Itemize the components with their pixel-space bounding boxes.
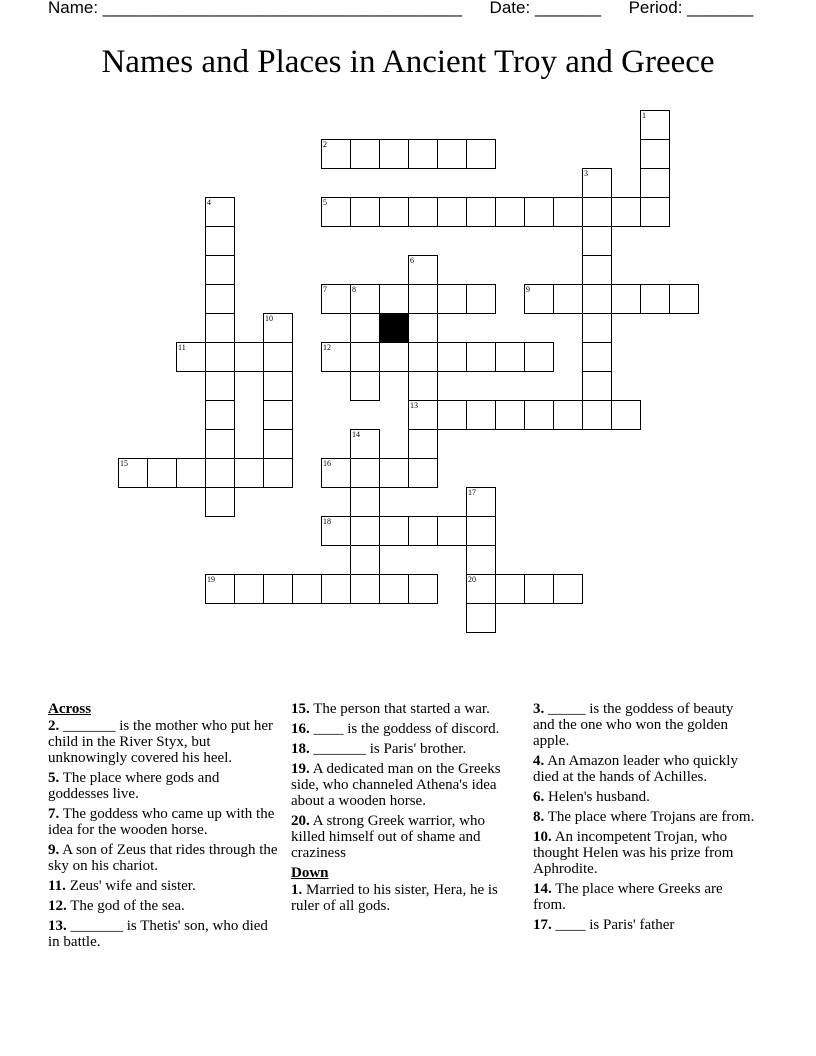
grid-cell[interactable] — [321, 284, 351, 314]
grid-cell-number: 4 — [207, 198, 211, 207]
grid-cell[interactable] — [437, 516, 467, 546]
grid-cell-number: 3 — [584, 169, 588, 178]
clue-across-9: 9. A son of Zeus that rides through the sky on his chariot. — [48, 842, 278, 874]
grid-cell[interactable] — [466, 516, 496, 546]
grid-cell-number: 7 — [323, 285, 327, 294]
grid-cell[interactable] — [582, 168, 612, 198]
grid-cell[interactable] — [205, 342, 235, 372]
grid-cell[interactable] — [234, 458, 264, 488]
grid-block — [379, 313, 409, 343]
grid-cell[interactable] — [379, 458, 409, 488]
clue-across-16: 16. ____ is the goddess of discord. — [291, 721, 500, 737]
grid-cell[interactable] — [205, 197, 235, 227]
grid-cell[interactable] — [321, 342, 351, 372]
grid-cell[interactable] — [495, 342, 525, 372]
grid-cell[interactable] — [350, 284, 380, 314]
grid-cell[interactable] — [582, 313, 612, 343]
grid-cell[interactable] — [408, 429, 438, 459]
grid-cell[interactable] — [205, 313, 235, 343]
grid-cell[interactable] — [263, 400, 293, 430]
grid-cell[interactable] — [466, 574, 496, 604]
grid-cell[interactable] — [640, 197, 670, 227]
grid-cell[interactable] — [263, 458, 293, 488]
grid-cell-number: 8 — [352, 285, 356, 294]
clue-across-11: 11. Zeus' wife and sister. — [48, 878, 196, 894]
grid-cell[interactable] — [379, 284, 409, 314]
grid-cell[interactable] — [466, 400, 496, 430]
clue-down-14: 14. The place where Greeks are from. — [533, 881, 723, 913]
grid-cell[interactable] — [147, 458, 177, 488]
clue-down-4: 4. An Amazon leader who quickly died at the hands of Achilles. — [533, 753, 738, 785]
grid-cell-number: 18 — [323, 517, 331, 526]
grid-cell[interactable] — [524, 197, 554, 227]
grid-cell[interactable] — [350, 313, 380, 343]
name-field-label[interactable]: Name: ______________________________________ — [48, 0, 463, 17]
grid-cell[interactable] — [582, 284, 612, 314]
grid-cell-number: 13 — [410, 401, 418, 410]
grid-cell[interactable] — [466, 545, 496, 575]
grid-cell[interactable] — [582, 226, 612, 256]
grid-cell[interactable] — [263, 342, 293, 372]
grid-cell[interactable] — [524, 342, 554, 372]
grid-cell[interactable] — [611, 197, 641, 227]
grid-cell[interactable] — [582, 342, 612, 372]
grid-cell[interactable] — [350, 574, 380, 604]
grid-cell[interactable] — [611, 284, 641, 314]
down-heading: Down — [291, 865, 329, 881]
grid-cell[interactable] — [437, 139, 467, 169]
clue-across-20: 20. A strong Greek warrior, who killed himself out of shame and craziness — [291, 813, 485, 861]
grid-cell[interactable] — [408, 255, 438, 285]
grid-cell[interactable] — [524, 400, 554, 430]
grid-cell-number: 9 — [526, 285, 530, 294]
grid-cell[interactable] — [205, 284, 235, 314]
grid-cell[interactable] — [205, 400, 235, 430]
grid-cell[interactable] — [408, 197, 438, 227]
grid-cell[interactable] — [669, 284, 699, 314]
grid-cell-number: 16 — [323, 459, 331, 468]
clue-down-6: 6. Helen's husband. — [533, 789, 650, 805]
clue-down-3: 3. _____ is the goddess of beauty and the one who won the golden apple. — [533, 701, 734, 749]
grid-cell-number: 2 — [323, 140, 327, 149]
grid-cell-number: 20 — [468, 575, 476, 584]
clue-down-10: 10. An incompetent Trojan, who thought Helen was his prize from Aphrodite. — [533, 829, 734, 877]
grid-cell[interactable] — [466, 603, 496, 633]
grid-cell[interactable] — [321, 197, 351, 227]
grid-cell-number: 5 — [323, 198, 327, 207]
grid-cell-number: 17 — [468, 488, 476, 497]
grid-cell-number: 15 — [120, 459, 128, 468]
grid-cell[interactable] — [205, 255, 235, 285]
clue-across-15: 15. The person that started a war. — [291, 701, 490, 717]
grid-cell[interactable] — [408, 574, 438, 604]
clue-across-12: 12. The god of the sea. — [48, 898, 185, 914]
grid-cell[interactable] — [379, 574, 409, 604]
grid-cell[interactable] — [611, 400, 641, 430]
clue-across-13: 13. _______ is Thetis' son, who died in battle. — [48, 918, 268, 950]
grid-cell[interactable] — [350, 429, 380, 459]
grid-cell[interactable] — [437, 400, 467, 430]
grid-cell[interactable] — [263, 371, 293, 401]
grid-cell[interactable] — [495, 574, 525, 604]
grid-cell[interactable] — [321, 574, 351, 604]
grid-cell[interactable] — [350, 516, 380, 546]
grid-cell[interactable] — [466, 197, 496, 227]
grid-cell[interactable] — [379, 516, 409, 546]
grid-cell[interactable] — [553, 574, 583, 604]
grid-cell[interactable] — [408, 313, 438, 343]
grid-cell[interactable] — [205, 371, 235, 401]
grid-cell[interactable] — [321, 139, 351, 169]
clue-across-18: 18. _______ is Paris' brother. — [291, 741, 467, 757]
grid-cell[interactable] — [495, 400, 525, 430]
clues-column-2 — [291, 701, 513, 918]
clue-down-8: 8. The place where Trojans are from. — [533, 809, 755, 825]
grid-cell[interactable] — [408, 458, 438, 488]
grid-cell-number: 1 — [642, 111, 646, 120]
grid-cell[interactable] — [640, 139, 670, 169]
grid-cell[interactable] — [466, 139, 496, 169]
grid-cell[interactable] — [437, 197, 467, 227]
grid-cell[interactable] — [582, 255, 612, 285]
grid-cell[interactable] — [495, 197, 525, 227]
grid-cell[interactable] — [379, 139, 409, 169]
across-heading: Across — [48, 701, 92, 717]
grid-cell[interactable] — [640, 284, 670, 314]
date-field-label[interactable]: Date: _______ — [489, 0, 602, 17]
grid-cell[interactable] — [524, 574, 554, 604]
grid-cell[interactable] — [408, 284, 438, 314]
clue-down-1: 1. Married to his sister, Hera, he is ruler of all gods. — [291, 882, 498, 914]
grid-cell[interactable] — [408, 516, 438, 546]
clue-across-5: 5. The place where gods and goddesses live. — [48, 770, 220, 802]
grid-cell[interactable] — [350, 371, 380, 401]
grid-cell[interactable] — [553, 197, 583, 227]
grid-cell[interactable] — [524, 284, 554, 314]
grid-cell[interactable] — [205, 574, 235, 604]
clue-across-19: 19. A dedicated man on the Greeks side, who channeled Athena's idea about a wooden horse. — [291, 761, 501, 809]
grid-cell[interactable] — [466, 487, 496, 517]
grid-cell[interactable] — [205, 458, 235, 488]
grid-cell[interactable] — [350, 342, 380, 372]
grid-cell[interactable] — [379, 197, 409, 227]
grid-cell[interactable] — [234, 342, 264, 372]
grid-cell[interactable] — [553, 284, 583, 314]
grid-cell[interactable] — [640, 110, 670, 140]
page-title: Names and Places in Ancient Troy and Greece — [101, 44, 715, 80]
grid-cell-number: 12 — [323, 343, 331, 352]
grid-cell[interactable] — [379, 342, 409, 372]
grid-cell[interactable] — [350, 458, 380, 488]
grid-cell[interactable] — [205, 429, 235, 459]
clue-across-2: 2. _______ is the mother who put her child in the River Styx, but unknowingly covered his heel. — [48, 718, 273, 766]
grid-cell[interactable] — [118, 458, 148, 488]
grid-cell[interactable] — [176, 342, 206, 372]
grid-cell-number: 10 — [265, 314, 273, 323]
grid-cell[interactable] — [582, 197, 612, 227]
header — [48, 0, 753, 18]
grid-cell[interactable] — [350, 487, 380, 517]
grid-cell[interactable] — [263, 313, 293, 343]
clue-across-7: 7. The goddess who came up with the idea for the wooden horse. — [48, 806, 275, 838]
grid-cell[interactable] — [350, 197, 380, 227]
grid-cell[interactable] — [640, 168, 670, 198]
grid-cell[interactable] — [408, 139, 438, 169]
grid-cell[interactable] — [321, 516, 351, 546]
grid-cell[interactable] — [263, 429, 293, 459]
grid-cell[interactable] — [350, 139, 380, 169]
grid-cell[interactable] — [234, 574, 264, 604]
grid-cell[interactable] — [263, 574, 293, 604]
grid-cell[interactable] — [321, 458, 351, 488]
grid-cell[interactable] — [582, 400, 612, 430]
grid-cell[interactable] — [437, 284, 467, 314]
grid-cell-number: 19 — [207, 575, 215, 584]
grid-cell[interactable] — [553, 400, 583, 430]
grid-cell[interactable] — [176, 458, 206, 488]
clues-column-1 — [48, 701, 280, 954]
grid-cell[interactable] — [205, 487, 235, 517]
period-field-label[interactable]: Period: _______ — [628, 0, 754, 17]
grid-cell[interactable] — [466, 342, 496, 372]
grid-cell-number: 14 — [352, 430, 360, 439]
clue-down-17: 17. ____ is Paris' father — [533, 917, 675, 933]
grid-cell[interactable] — [292, 574, 322, 604]
grid-cell[interactable] — [466, 284, 496, 314]
grid-cell[interactable] — [408, 342, 438, 372]
grid-cell-number: 6 — [410, 256, 414, 265]
clues-column-3 — [533, 701, 755, 937]
grid-cell[interactable] — [437, 342, 467, 372]
grid-cell[interactable] — [205, 226, 235, 256]
grid-cell[interactable] — [408, 400, 438, 430]
grid-cell[interactable] — [350, 545, 380, 575]
grid-cell[interactable] — [582, 371, 612, 401]
grid-cell-number: 11 — [178, 343, 186, 352]
grid-cell[interactable] — [408, 371, 438, 401]
